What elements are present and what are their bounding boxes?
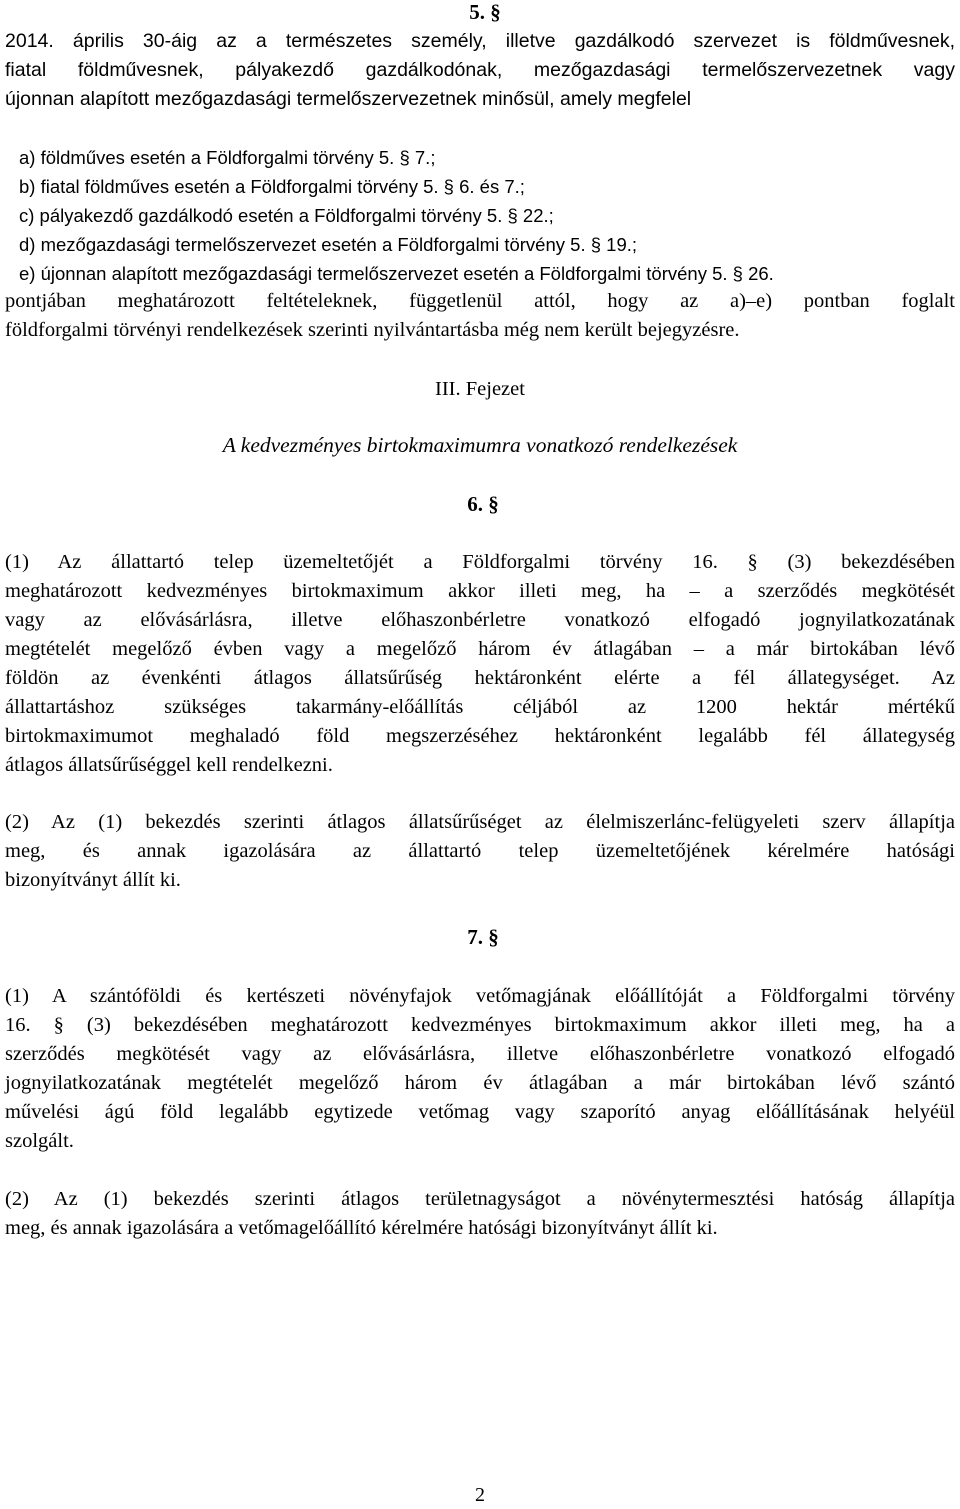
- chapter-number: III. Fejezet: [435, 378, 525, 400]
- section-7-heading: 7. §: [467, 925, 499, 949]
- closing-line-2: földforgalmi törvényi rendelkezések szerinti nyilvántartásba még nem került bejegyzésre.: [5, 319, 740, 341]
- s7-p1-line-4: jognyilatkozatának megtételét megelőző három év átlagában a már birtokában lévő szántó: [5, 1072, 955, 1094]
- section-5-intro: [5, 27, 955, 114]
- s7-p1-line-6: szolgált.: [5, 1130, 74, 1152]
- page-number: 2: [475, 1484, 485, 1506]
- item-b: b) fiatal földműves esetén a Földforgalmi törvény 5. § 6. és 7.;: [19, 176, 525, 197]
- s6-p1-line-1: (1) Az állattartó telep üzemeltetőjét a Földforgalmi törvény 16. § (3) bekezdésében: [5, 551, 955, 573]
- closing-line-1: pontjában meghatározott feltételeknek, függetlenül attól, hogy az a)–e) pontban foglalt: [5, 290, 955, 312]
- section-6-paragraph-2: [5, 808, 955, 895]
- intro-line-3: újonnan alapított mezőgazdasági termelőszervezetnek minősül, amely megfelel: [5, 88, 692, 110]
- s6-p2-line-3: bizonyítványt állít ki.: [5, 869, 181, 891]
- chapter-title: A kedvezményes birtokmaximumra vonatkozó rendelkezések: [222, 433, 738, 457]
- section-7-paragraph-1: [5, 982, 955, 1156]
- s6-p2-line-2: meg, és annak igazolására az állattartó telep üzemeltetőjének kérelmére hatósági: [5, 840, 955, 862]
- intro-line-2: fiatal földművesnek, pályakezdő gazdálkodónak, mezőgazdasági termelőszervezetnek vagy: [5, 59, 955, 81]
- item-c: c) pályakezdő gazdálkodó esetén a Földforgalmi törvény 5. § 22.;: [19, 205, 554, 226]
- item-e: e) újonnan alapított mezőgazdasági termelőszervezet esetén a Földforgalmi törvény 5. § 26.: [19, 263, 774, 284]
- s6-p1-line-7: birtokmaximumot meghaladó föld megszerzéséhez hektáronként legalább fél állategység: [5, 725, 955, 747]
- section-5-closing: [5, 287, 955, 345]
- s7-p1-line-1: (1) A szántóföldi és kertészeti növényfajok vetőmagjának előállítóját a Földforgalmi törvény: [5, 985, 955, 1007]
- s6-p2-line-1: (2) Az (1) bekezdés szerinti átlagos állatsűrűséget az élelmiszerlánc-felügyeleti szerv állapítja: [5, 811, 955, 833]
- s7-p1-line-3: szerződés megkötését vagy az elővásárlásra, illetve előhaszonbérletre vonatkozó elfogadó: [5, 1043, 955, 1065]
- s6-p1-line-3: vagy az elővásárlásra, illetve előhaszonbérletre vonatkozó elfogadó jognyilatkozatának: [5, 609, 955, 631]
- item-d: d) mezőgazdasági termelőszervezet esetén a Földforgalmi törvény 5. § 19.;: [19, 234, 638, 255]
- section-6-paragraph-1: [5, 548, 955, 780]
- s6-p1-line-4: megtételét megelőző évben vagy a megelőző három év átlagában – a már birtokában lévő: [5, 638, 955, 660]
- section-5-heading: 5. §: [469, 0, 501, 24]
- s7-p2-line-1: (2) Az (1) bekezdés szerinti átlagos területnagyságot a növénytermesztési hatóság állapítja: [5, 1188, 955, 1210]
- section-7-paragraph-2: [5, 1185, 955, 1243]
- s7-p1-line-5: művelési ágú föld legalább egytizede vetőmag vagy szaporító anyag előállításának helyéül: [5, 1101, 955, 1123]
- intro-line-1: 2014. április 30-áig az a természetes személy, illetve gazdálkodó szervezet is földművesnek,: [5, 30, 955, 52]
- item-a: a) földműves esetén a Földforgalmi törvény 5. § 7.;: [19, 147, 436, 168]
- s6-p1-line-5: földön az évenkénti átlagos állatsűrűség hektáronként elérte a fél állategységet. Az: [5, 667, 955, 689]
- s7-p1-line-2: 16. § (3) bekezdésében meghatározott kedvezményes birtokmaximum akkor illeti meg, ha a: [5, 1014, 955, 1036]
- section-6-heading: 6. §: [467, 492, 499, 516]
- s6-p1-line-2: meghatározott kedvezményes birtokmaximum akkor illeti meg, ha – a szerződés megkötését: [5, 580, 955, 602]
- s7-p2-line-2: meg, és annak igazolására a vetőmagelőállító kérelmére hatósági bizonyítványt állít ki.: [5, 1217, 718, 1239]
- s6-p1-line-6: állattartáshoz szükséges takarmány-előállítás céljából az 1200 hektár mértékű: [5, 696, 955, 718]
- s6-p1-line-8: átlagos állatsűrűséggel kell rendelkezni.: [5, 754, 333, 776]
- section-5-items: [5, 143, 955, 288]
